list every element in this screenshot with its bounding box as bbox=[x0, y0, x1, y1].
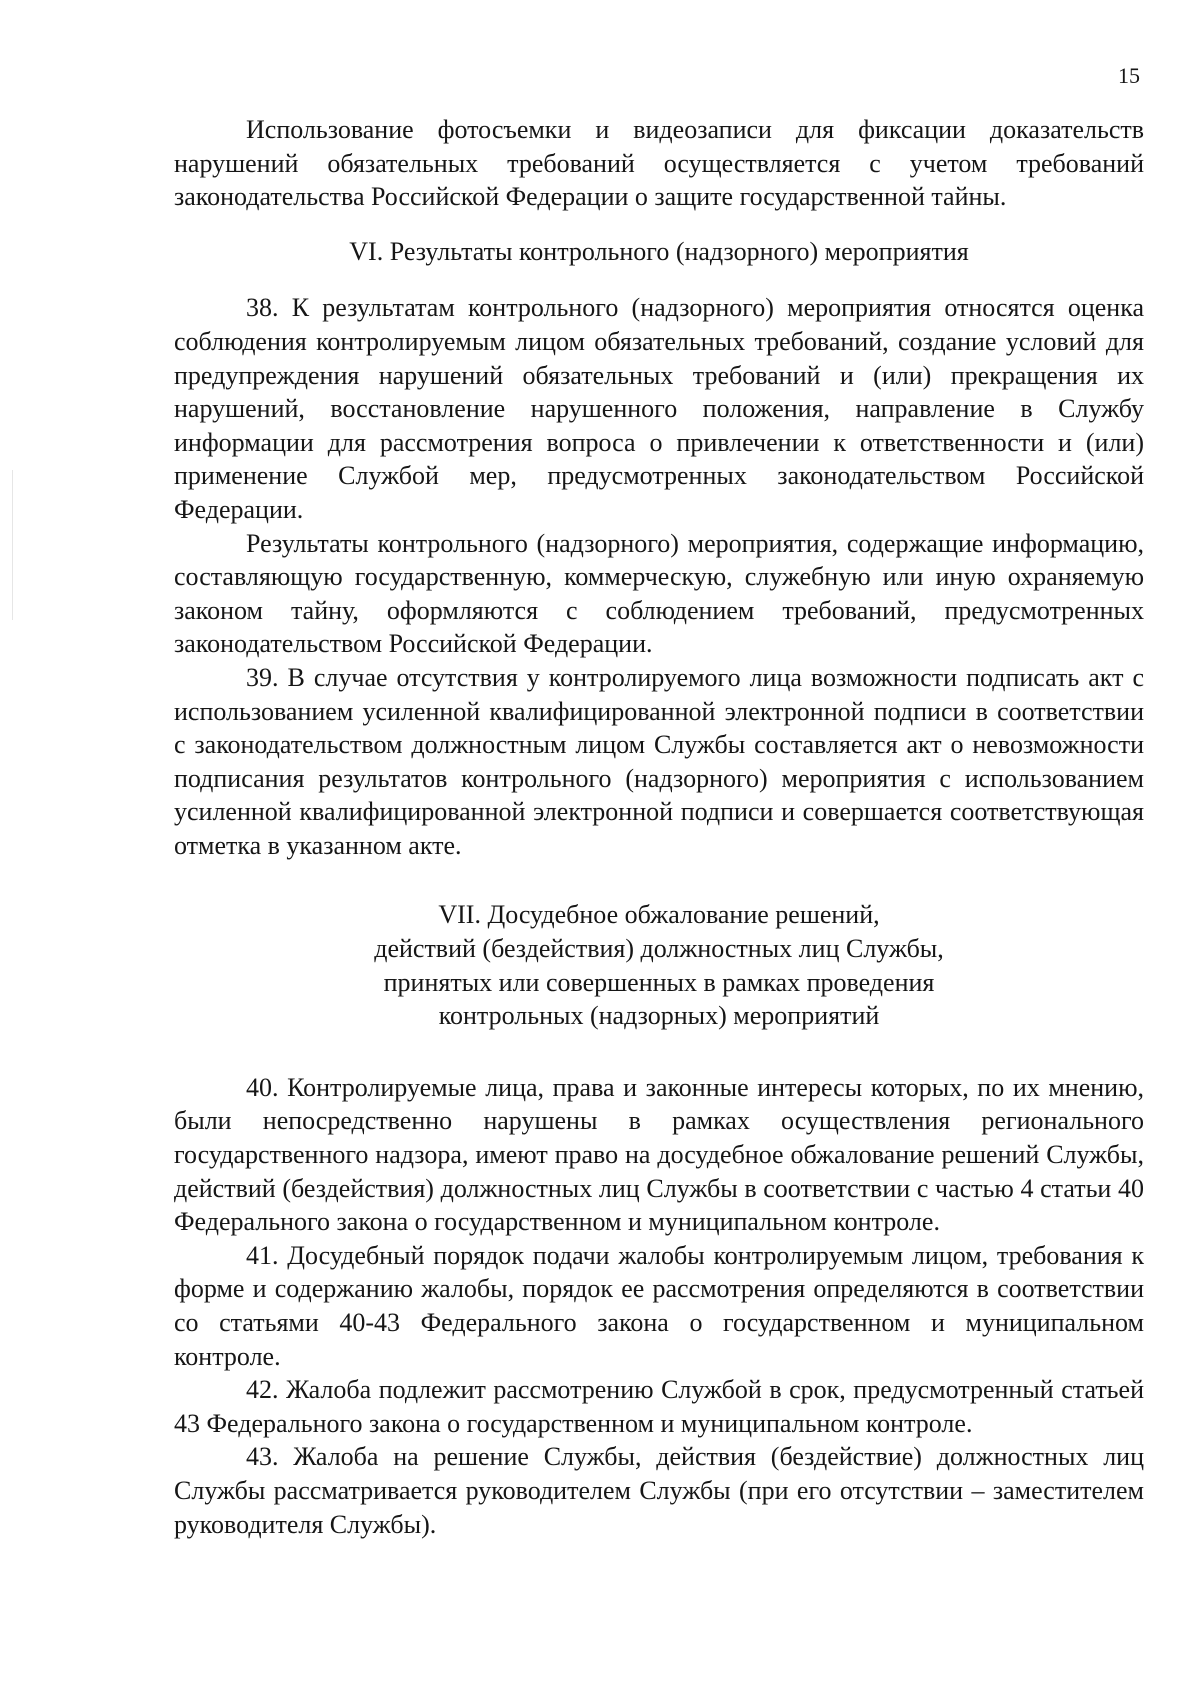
section-heading-7 bbox=[174, 898, 1144, 1032]
paragraph-38-results: Результаты контрольного (надзорного) мероприятия, содержащие информацию, составляющую государственную, коммерческую, служебную или иную охраняемую законом тайну, оформляются с соблюдением требований, предусмотренных законодательством Российской Федерации. bbox=[174, 528, 1144, 659]
paragraph-40: 40. Контролируемые лица, права и законные интересы которых, по их мнению, были непосредственно нарушены в рамках осуществления регионального государственного надзора, имеют право на досудебное обжалование решений Службы, действий (бездействия) должностных лиц Службы в соответствии с частью 4 статьи 40 Федерального закона о государственном и муниципальном контроле. bbox=[174, 1072, 1144, 1237]
scan-edge-mark bbox=[12, 470, 13, 620]
paragraph-39: 39. В случае отсутствия у контролируемого лица возможности подписать акт с использованием усиленной квалифицированной электронной подписи в соответствии с законодательством должностным лицом Службы составляется акт о невозможности подписания результатов контрольного (надзорного) мероприятия с использованием усиленной квалифицированной электронной подписи и совершается соответствующая отметка в указанном акте. bbox=[174, 662, 1144, 860]
section-heading-7-line-2: действий (бездействия) должностных лиц Службы, bbox=[374, 934, 944, 964]
paragraph-38: 38. К результатам контрольного (надзорного) мероприятия относятся оценка соблюдения контролируемым лицом обязательных требований, создание условий для предупреждения нарушений обязательных требований и (или) прекращения их нарушений, восстановление нарушенного положения, направление в Службу информации для рассмотрения вопроса о привлечении к ответственности и (или) применение Службой мер, предусмотренных законодательством Российской Федерации. bbox=[174, 293, 1144, 524]
paragraph-intro: Использование фотосъемки и видеозаписи для фиксации доказательств нарушений обязательных требований осуществляется с учетом требований законодательства Российской Федерации о защите государственной тайны. bbox=[174, 115, 1144, 212]
paragraph-43: 43. Жалоба на решение Службы, действия (бездействие) должностных лиц Службы рассматривается руководителем Службы (при его отсутствии – заместителем руководителя Службы). bbox=[174, 1442, 1144, 1539]
section-heading-6: VI. Результаты контрольного (надзорного) мероприятия bbox=[349, 236, 969, 266]
paragraph-42: 42. Жалоба подлежит рассмотрению Службой в срок, предусмотренный статьей 43 Федерального закона о государственном и муниципальном контроле. bbox=[174, 1375, 1144, 1438]
section-heading-7-line-3: принятых или совершенных в рамках проведения bbox=[383, 967, 935, 997]
section-heading-7-line-4: контрольных (надзорных) мероприятий bbox=[438, 1001, 880, 1031]
document-body bbox=[174, 113, 1144, 1541]
section-heading-7-line-1: VII. Досудебное обжалование решений, bbox=[438, 900, 880, 930]
paragraph-41: 41. Досудебный порядок подачи жалобы контролируемым лицом, требования к форме и содержанию жалобы, порядок ее рассмотрения определяются в соответствии со статьями 40-43 Федерального закона о государственном и муниципальном контроле. bbox=[174, 1240, 1144, 1371]
page-number: 15 bbox=[1118, 63, 1140, 88]
